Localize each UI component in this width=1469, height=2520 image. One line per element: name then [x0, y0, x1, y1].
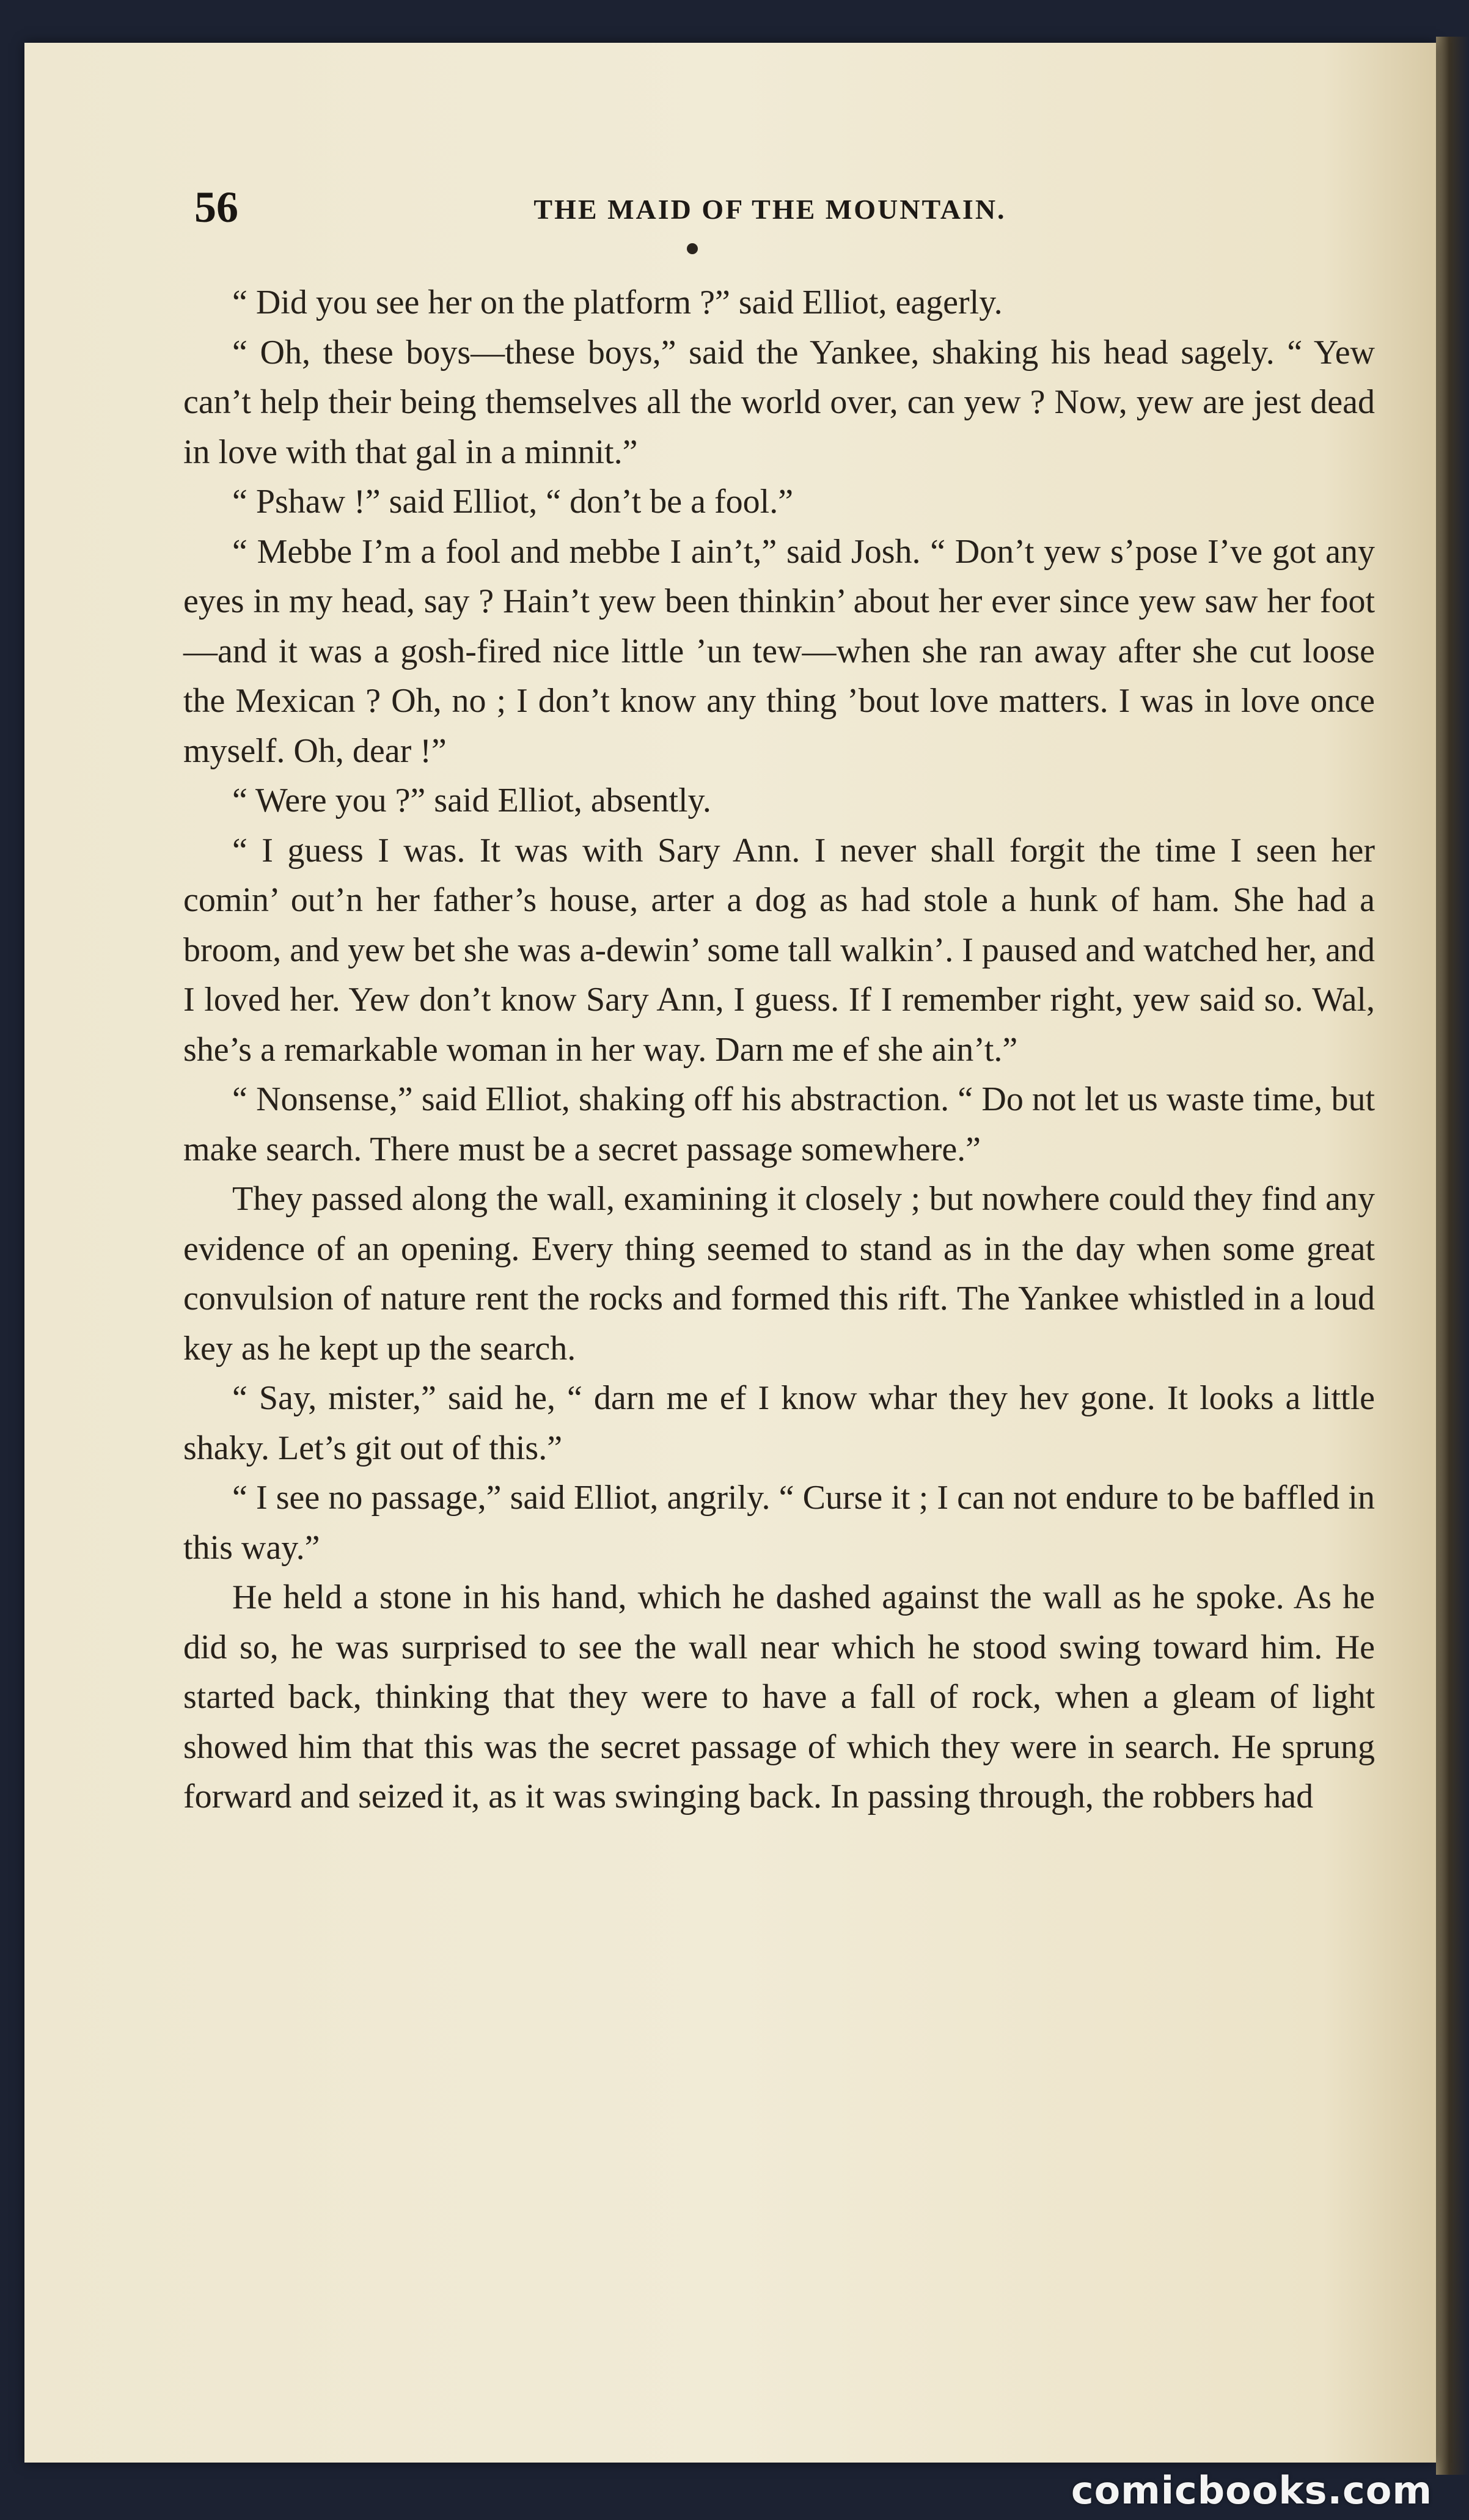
paragraph: “ Say, mister,” said he, “ darn me ef I know whar they hev gone. It looks a little shaky. Let’s git out of this.”	[183, 1379, 1375, 1467]
paragraph: He held a stone in his hand, which he dashed against the wall as he spoke. As he did so, he was surprised to see the wall near which he stood swing toward him. He started back, thinking that they were to have a fall of rock, when a gleam of light showed him that this was the secret passage of which they were in search. He sprung forward and seized it, as it was swinging back. In passing through, the robbers had	[183, 1578, 1375, 1815]
watermark: comicbooks.com	[1071, 2468, 1432, 2513]
paragraph: “ Nonsense,” said Elliot, shaking off his abstraction. “ Do not let us waste time, but make search. There must be a secret passage somewhere.”	[183, 1080, 1375, 1168]
body-text	[183, 278, 1375, 1822]
ornament-dot	[687, 243, 698, 254]
paragraph: “ Mebbe I’m a fool and mebbe I ain’t,” said Josh. “ Don’t yew s’pose I’ve got any eyes in my head, say ? Hain’t yew been thinkin’ about her ever since yew saw her foot—and it was a gosh-fired nice little ’un tew—when she ran away after she cut loose the Mexican ? Oh, no ; I don’t know any thing ’bout love matters. I was in love once myself. Oh, dear !”	[183, 532, 1375, 770]
paragraph: “ Were you ?” said Elliot, absently.	[232, 782, 711, 819]
book-edge	[1436, 37, 1469, 2475]
page-number: 56	[194, 183, 238, 232]
paragraph: They passed along the wall, examining it closely ; but nowhere could they find any evidence of an opening. Every thing seemed to stand as in the day when some great convulsion of nature rent the rocks and formed this rift. The Yankee whistled in a loud key as he kept up the search.	[183, 1180, 1375, 1368]
paragraph: “ Oh, these boys—these boys,” said the Yankee, shaking his head sagely. “ Yew can’t help their being themselves all the world over, can yew ? Now, yew are jest dead in love with that gal in a minnit.”	[183, 333, 1375, 471]
paragraph: “ Did you see her on the platform ?” said Elliot, eagerly.	[232, 284, 1003, 321]
paragraph: “ I guess I was. It was with Sary Ann. I never shall forgit the time I seen her comin’ out’n her father’s house, arter a dog as had stole a hunk of ham. She had a broom, and yew bet she was a-dewin’ some tall walkin’. I paused and watched her, and I loved her. Yew don’t know Sary Ann, I guess. If I remember right, yew said so. Wal, she’s a remarkable woman in her way. Darn me ef she ain’t.”	[183, 831, 1375, 1069]
page-header	[165, 182, 1375, 231]
paragraph: “ I see no passage,” said Elliot, angrily. “ Curse it ; I can not endure to be baffled in this way.”	[183, 1479, 1375, 1567]
running-title: THE MAID OF THE MOUNTAIN.	[533, 194, 1006, 225]
paragraph: “ Pshaw !” said Elliot, “ don’t be a fool.”	[232, 483, 794, 521]
